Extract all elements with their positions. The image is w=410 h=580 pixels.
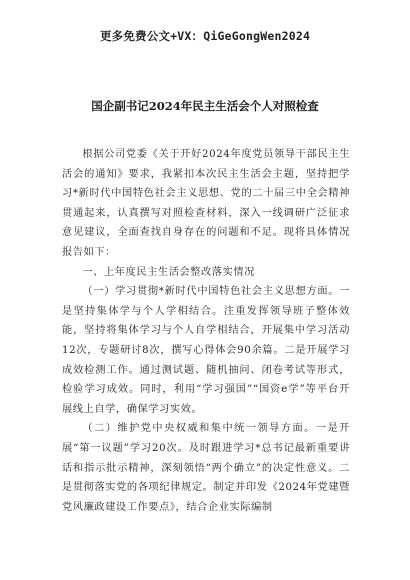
paragraph-intro: 根据公司党委《关于开好2024年度党员领导干部民主生活会的通知》要求，我紧扣本次民主生活会主题，坚持把学习*新时代中国特色社会主义思想、党的二十届三中全会精神贯通起来，认真撰写对照检查材料，深入一线调研广泛征求意见建议，全面查找自身存在的问题和不足。现将具体情况报告如下：: [62, 149, 350, 258]
document-title: 国企副书记2024年民主生活会个人对照检查: [91, 99, 319, 113]
paragraph-study: （一）学习贯彻*新时代中国特色社会主义思想方面。一是坚持集体学与个人学相结合。注重发挥领导班子整体效能，坚持将集体学习与个人自学相结合，开展集中学习活动12次，专题研讨8次，撰写心得体会90余篇。二是开展学习成效检测工作。通过测试题、随机抽问、闭卷考试等形式，检验学习成效。同时，利用“学习强国”“国资e学”等平台开展线上自学，确保学习实效。: [62, 286, 350, 415]
paragraph-authority: （二）维护党中央权威和集中统一领导方面。一是开展“第一议题”学习20次。及时跟进学习*总书记最新重要讲话和指示批示精神，深刻领悟“两个确立”的决定性意义。二是贯彻落实党的各项纪律规定。制定并印发《2024年党建暨党风廉政建设工作要点》，结合企业实际编制: [62, 423, 350, 513]
header-banner: 更多免费公文+VX：QiGeGongWen2024: [99, 29, 311, 43]
section-heading-1: 一、上年度民主生活会整改落实情况: [82, 266, 255, 278]
document-body: [62, 145, 350, 517]
